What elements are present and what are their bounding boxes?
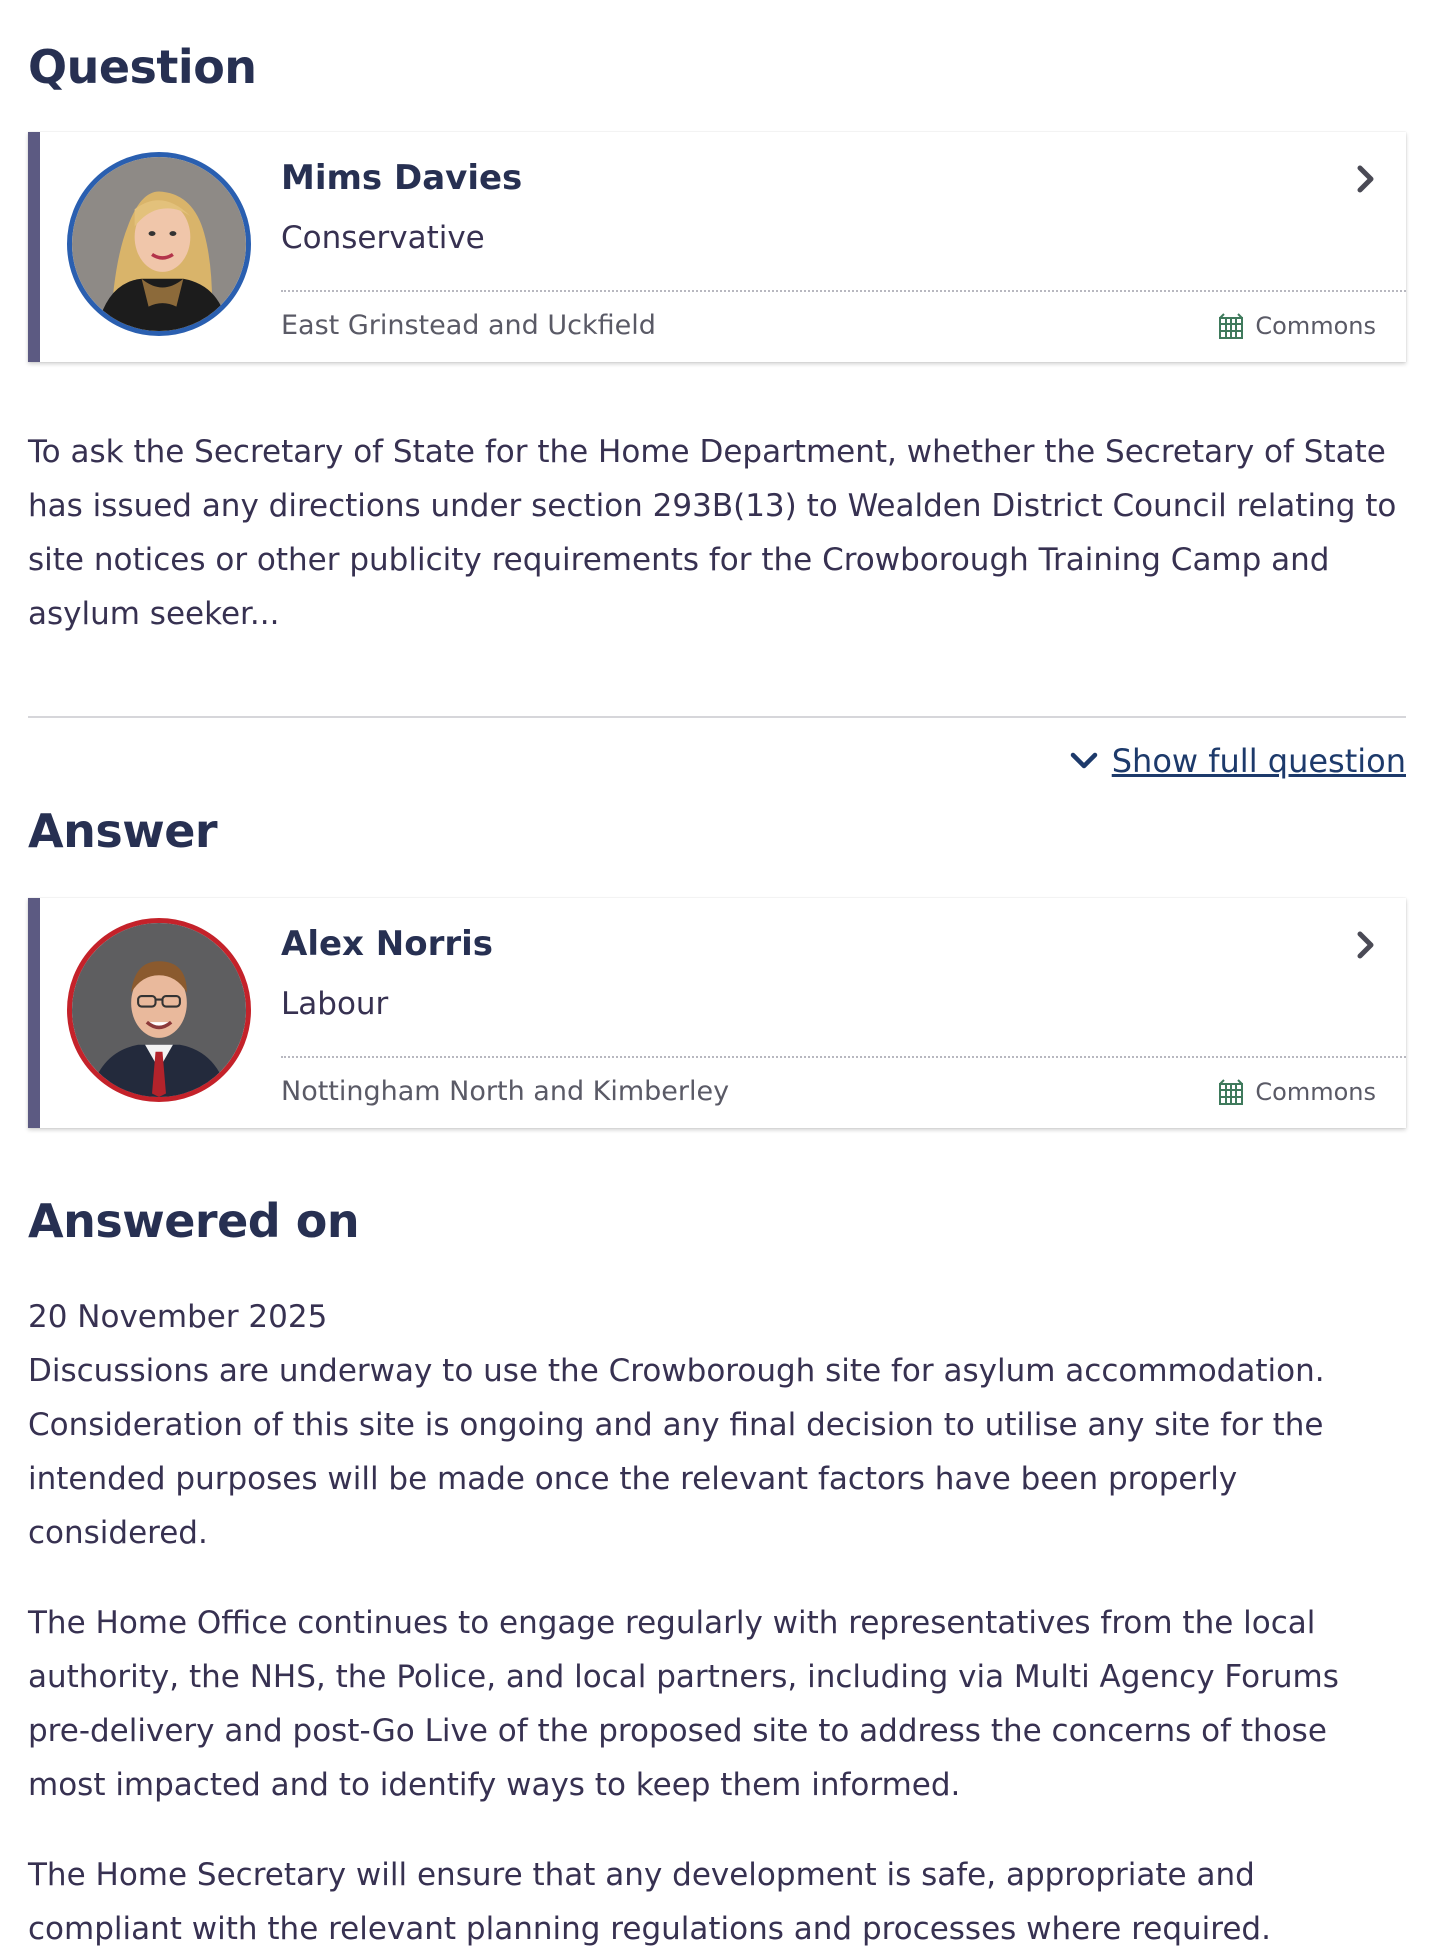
member-party: Labour <box>281 986 389 1022</box>
member-avatar-mims-davies <box>67 152 251 336</box>
member-name[interactable]: Alex Norris <box>281 924 494 964</box>
show-full-question-link[interactable] <box>1070 742 1406 780</box>
show-full-question-label[interactable]: Show full question <box>1111 742 1406 780</box>
answer-date: 20 November 2025 <box>28 1299 328 1335</box>
answer-paragraph-2: The Home Office continues to engage regularly with representatives from the local authority, the NHS, the Police, and local partners, including via Multi Agency Forums pre-delivery and post-Go Live of the proposed site to address the concerns of those most impacted and to identify ways to keep them informed. <box>28 1605 1339 1803</box>
answer-body <box>28 1290 1408 1956</box>
member-party: Conservative <box>281 220 485 256</box>
answer-paragraph-3: The Home Secretary will ensure that any development is safe, appropriate and compliant with the relevant planning regulations and processes where required. <box>28 1857 1271 1947</box>
chevron-right-icon[interactable] <box>1354 928 1378 962</box>
answer-member-card[interactable] <box>28 898 1406 1128</box>
house-name: Commons <box>1255 1078 1376 1106</box>
question-member-card[interactable] <box>28 132 1406 362</box>
house-label <box>1217 312 1376 340</box>
chevron-right-icon[interactable] <box>1354 162 1378 196</box>
question-text: To ask the Secretary of State for the Home Department, whether the Secretary of State has issued any directions under section 293B(13) to Wealden District Council relating to site notices or other publicity requirements for the Crowborough Training Camp and asylum seeker... <box>28 434 1397 632</box>
chevron-down-icon <box>1070 751 1098 771</box>
member-constituency: Nottingham North and Kimberley <box>281 1076 730 1107</box>
answer-paragraph-1: Discussions are underway to use the Crowborough site for asylum accommodation. Consideration of this site is ongoing and any final decision to utilise any site for the intended purposes will be made once the relevant factors have been properly considered. <box>28 1353 1325 1551</box>
question-heading: Question <box>28 40 257 94</box>
answer-heading: Answer <box>28 804 218 858</box>
section-divider <box>28 716 1406 718</box>
portcullis-icon <box>1217 312 1245 340</box>
member-constituency: East Grinstead and Uckfield <box>281 310 656 341</box>
house-label <box>1217 1078 1376 1106</box>
member-name[interactable]: Mims Davies <box>281 158 523 198</box>
card-divider <box>281 290 1406 292</box>
answered-on-heading: Answered on <box>28 1194 360 1248</box>
house-name: Commons <box>1255 312 1376 340</box>
member-avatar-alex-norris <box>67 918 251 1102</box>
card-divider <box>281 1056 1406 1058</box>
portcullis-icon <box>1217 1078 1245 1106</box>
